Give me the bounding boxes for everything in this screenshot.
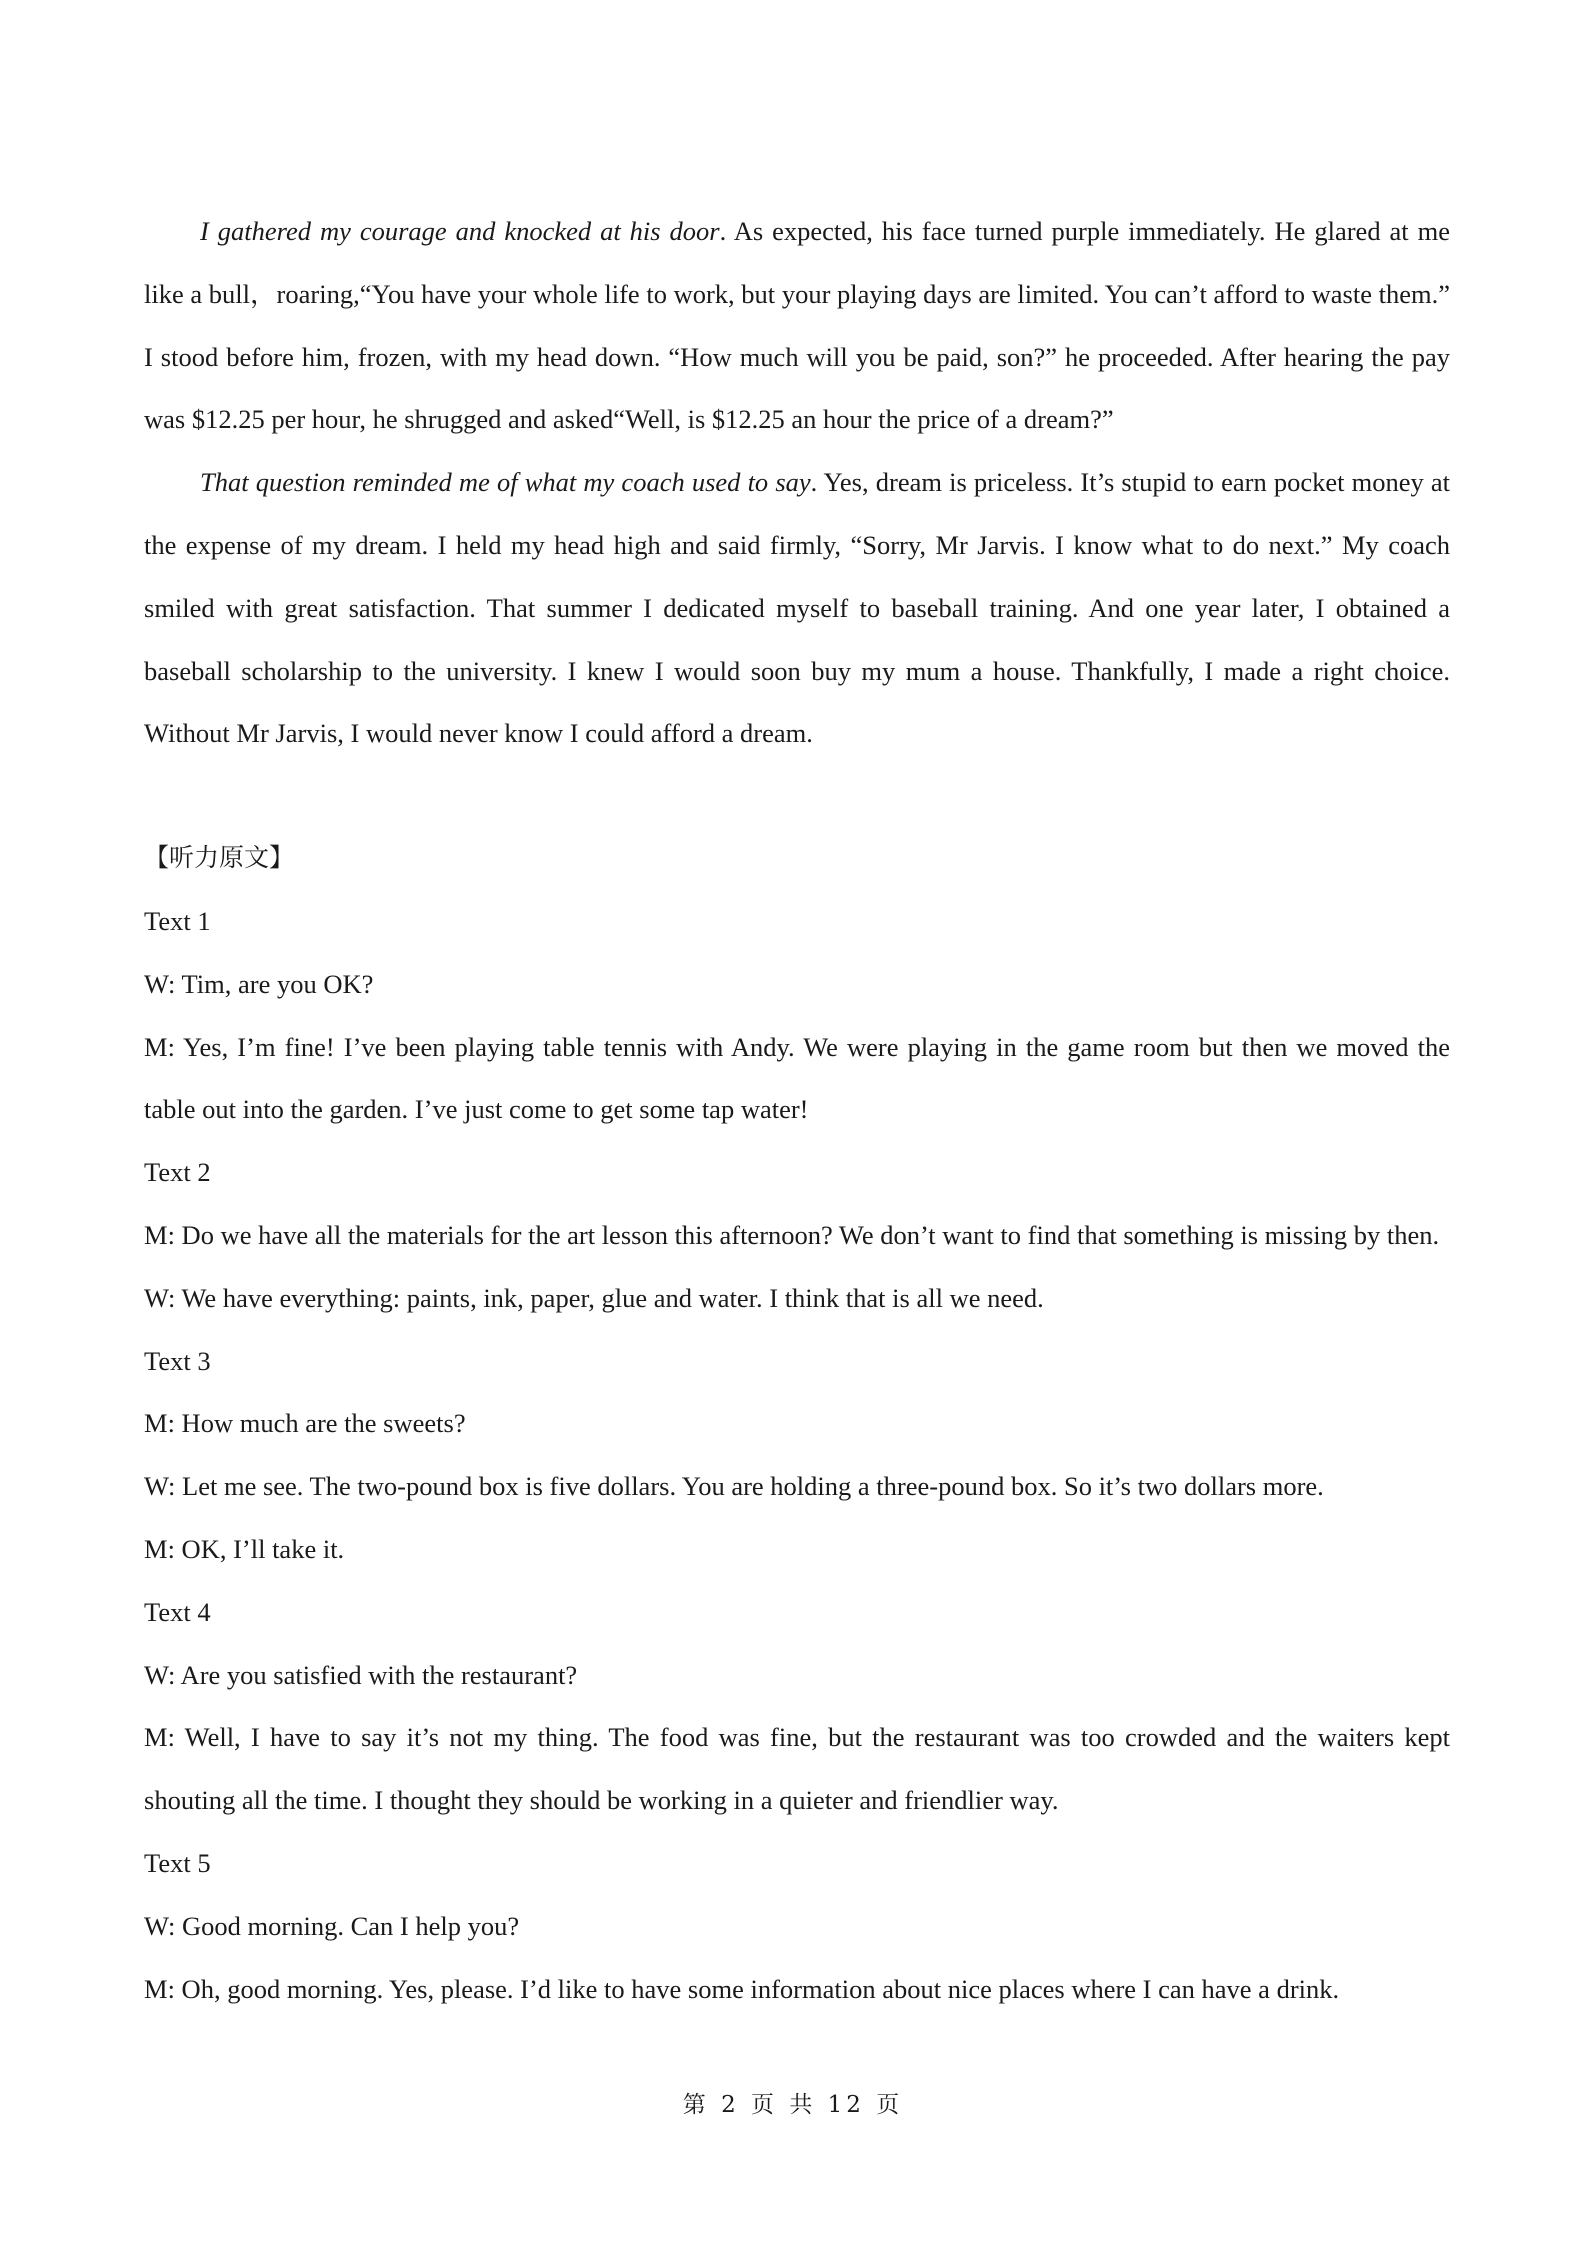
dialog-line: W: Tim, are you OK?: [144, 968, 374, 999]
listening-heading: 【听力原文】: [144, 843, 295, 873]
dialog-line: W: Good morning. Can I help you?: [144, 1910, 520, 1941]
text-4-label: Text 4: [144, 1596, 211, 1627]
text-3-label: Text 3: [144, 1345, 211, 1376]
dialog-line: M: How much are the sweets?: [144, 1408, 466, 1439]
dialog-line: W: Are you satisfied with the restaurant?: [144, 1659, 578, 1690]
dialog-line: W: We have everything: paints, ink, paper, glue and water. I think that is all we need.: [144, 1282, 1044, 1313]
section-spacer: [144, 765, 1450, 827]
dialog-line: M: Well, I have to say it’s not my thing. The food was fine, but the restaurant was too crowded and the waiters kept shouting all the time. I thought they should be working in a quieter and friendlier way.: [144, 1722, 1450, 1816]
story-paragraph-1-body: . As expected, his face turned purple immediately. He glared at me like a bull，roaring,“You have your whole life to work, but your playing days are limited. You can’t afford to waste them.” I stood before him, frozen, with my head down. “How much will you be paid, son?” he proceeded. After hearing the pay was $12.25 per hour, he shrugged and asked“Well, is $12.25 an hour the price of a dream?”: [144, 216, 1450, 435]
story-paragraph-1-lead: I gathered my courage and knocked at his door: [200, 216, 720, 246]
text-1-label: Text 1: [144, 905, 211, 936]
page-content: [144, 200, 1450, 2020]
dialog-line: M: Do we have all the materials for the art lesson this afternoon? We don’t want to find that something is missing by then.: [144, 1219, 1440, 1250]
dialog-line: M: Yes, I’m fine! I’ve been playing table tennis with Andy. We were playing in the game room but then we moved the table out into the garden. I’ve just come to get some tap water!: [144, 1031, 1450, 1125]
page-number-footer: 第 2 页 共 12 页: [682, 2092, 904, 2118]
text-2-label: Text 2: [144, 1157, 211, 1188]
story-paragraph-2-body: . Yes, dream is priceless. It’s stupid to earn pocket money at the expense of my dream. I held my head high and said firmly, “Sorry, Mr Jarvis. I know what to do next.” My coach smiled with great satisfaction. That summer I dedicated myself to baseball training. And one year later, I obtained a baseball scholarship to the university. I knew I would soon buy my mum a house. Thankfully, I made a right choice. Without Mr Jarvis, I would never know I could afford a dream.: [144, 467, 1450, 749]
text-5-label: Text 5: [144, 1847, 211, 1878]
dialog-line: M: Oh, good morning. Yes, please. I’d like to have some information about nice places where I can have a drink.: [144, 1973, 1340, 2004]
dialog-line: W: Let me see. The two-pound box is five dollars. You are holding a three-pound box. So it’s two dollars more.: [144, 1471, 1324, 1502]
story-paragraph-2: [144, 451, 1450, 765]
story-paragraph-1: [144, 200, 1450, 451]
dialog-line: M: OK, I’ll take it.: [144, 1533, 345, 1564]
story-paragraph-2-lead: That question reminded me of what my coach used to say: [200, 467, 811, 498]
